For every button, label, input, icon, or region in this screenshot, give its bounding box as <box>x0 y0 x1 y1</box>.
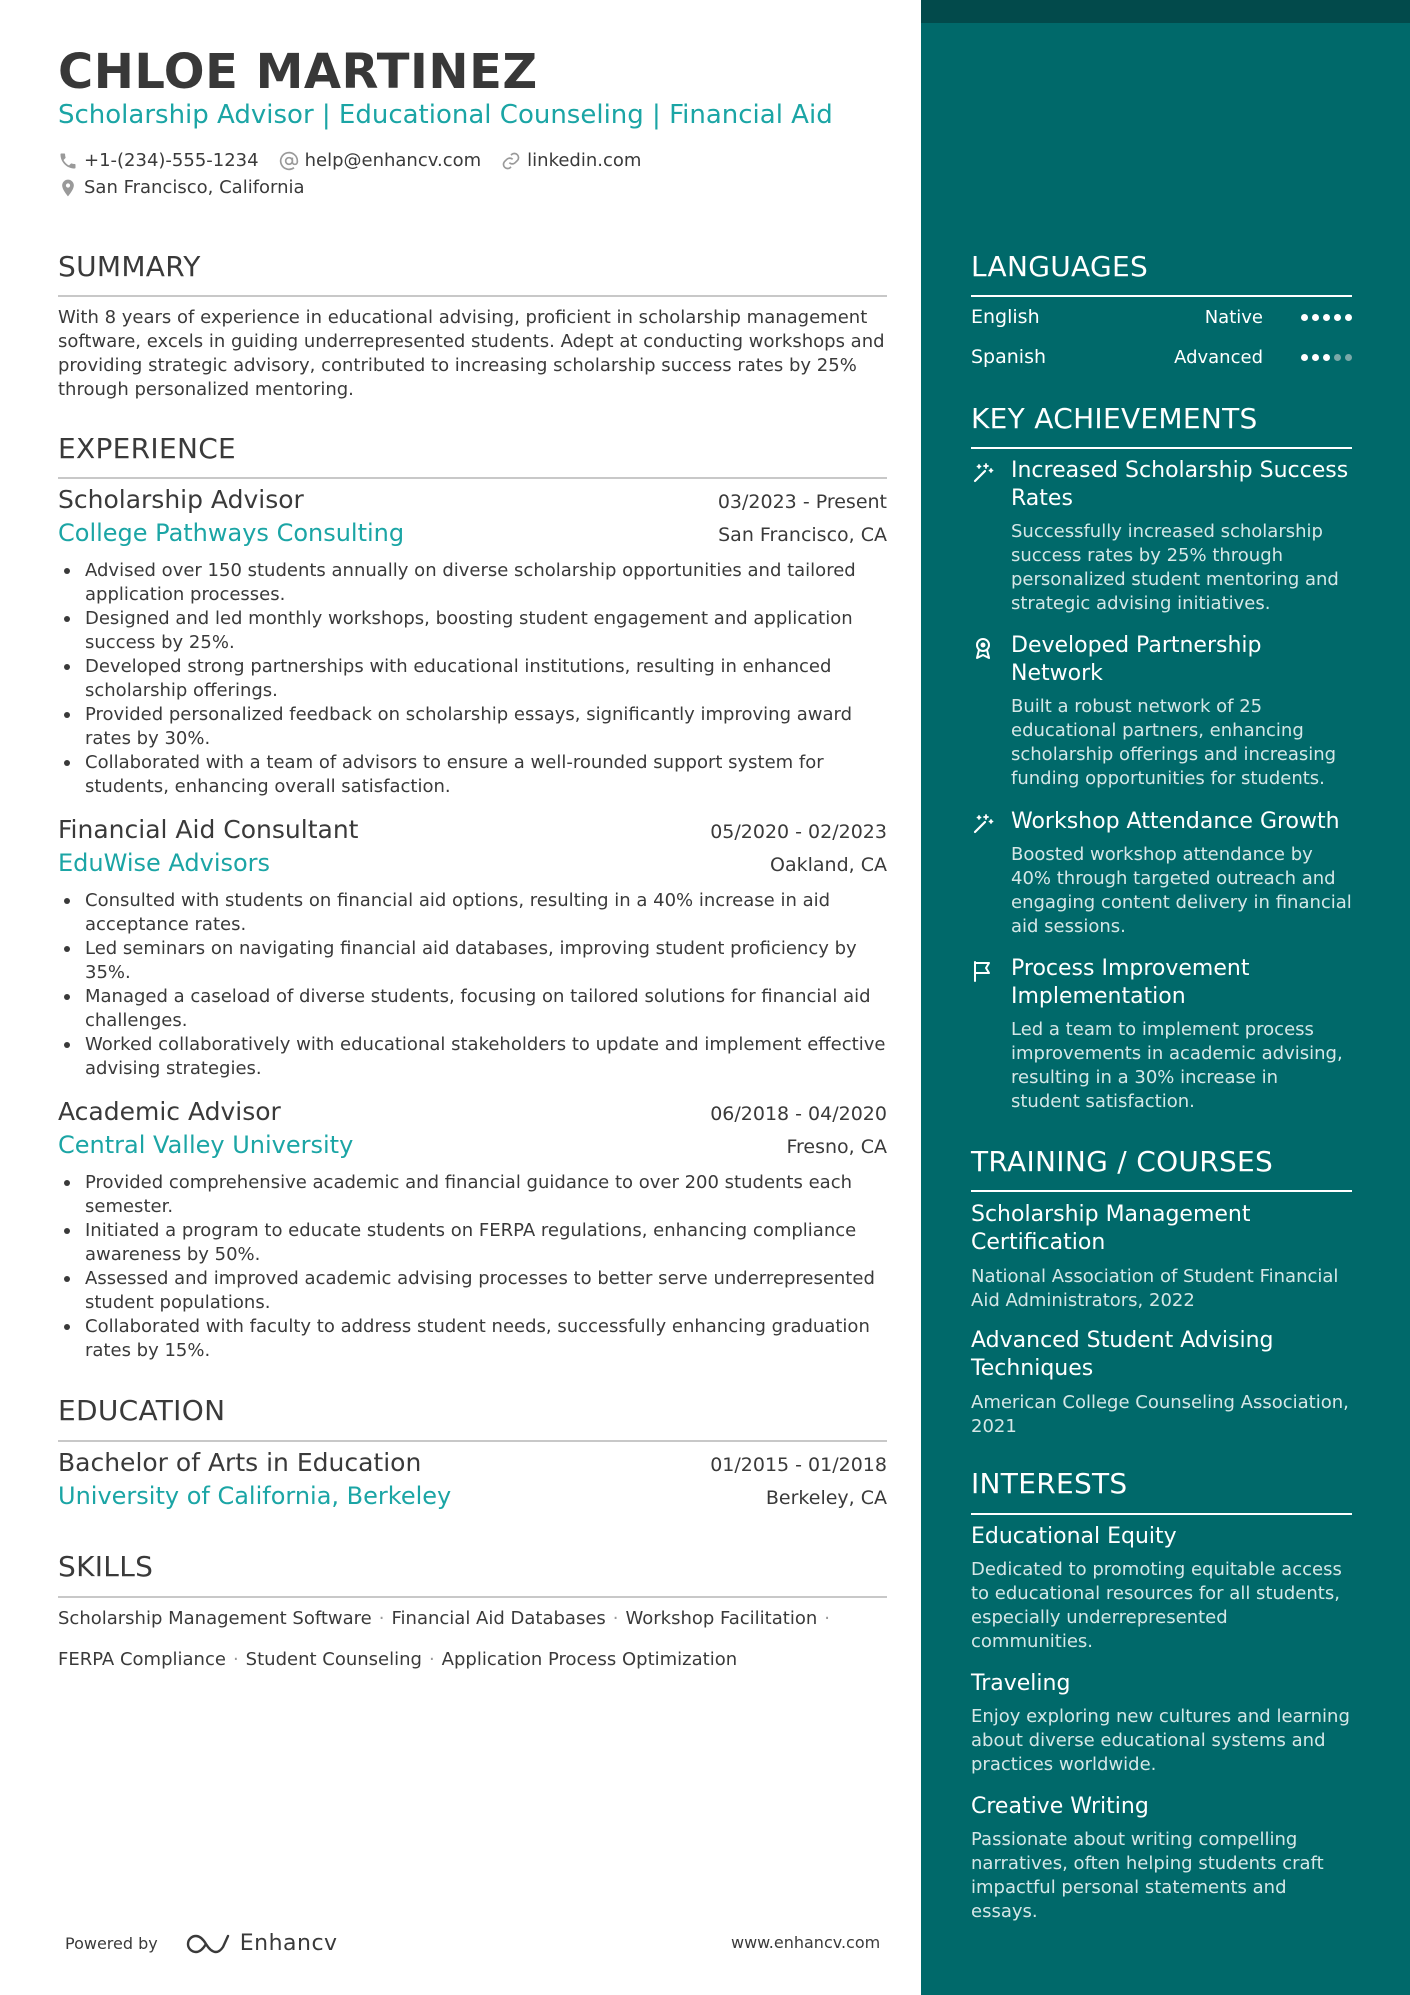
linkedin-item[interactable] <box>501 150 641 171</box>
education-location: Berkeley, CA <box>765 1487 887 1509</box>
location-row <box>58 177 325 198</box>
job-role: Academic Advisor <box>58 1097 281 1126</box>
skill-item: Student Counseling <box>245 1649 422 1670</box>
job-entry <box>58 1097 887 1363</box>
language-row <box>971 346 1352 368</box>
location-item <box>58 177 305 198</box>
skill-item: Scholarship Management Software <box>58 1608 372 1629</box>
footer-url[interactable]: www.enhancv.com <box>731 1933 881 1952</box>
course-item <box>971 1201 1352 1313</box>
proficiency-dot <box>1312 354 1319 361</box>
course-title: Scholarship Management Certification <box>971 1202 1251 1255</box>
linkedin-link[interactable]: linkedin.com <box>527 150 642 171</box>
proficiency-dot <box>1345 354 1352 361</box>
interests-heading: INTERESTS <box>971 1467 1128 1500</box>
interest-desc: Enjoy exploring new cultures and learning about diverse educational systems and practices worldwide. <box>971 1706 1350 1775</box>
achievements-divider <box>971 447 1352 449</box>
skill-item: Financial Aid Databases <box>391 1608 606 1629</box>
language-name: Spanish <box>971 346 1047 368</box>
degree: Bachelor of Arts in Education <box>58 1448 422 1477</box>
job-role: Financial Aid Consultant <box>58 815 359 844</box>
job-location: Oakland, CA <box>770 854 887 876</box>
interest-item <box>971 1523 1352 1654</box>
main-column <box>58 0 887 1995</box>
achievement-desc: Successfully increased scholarship success rates by 25% through personalized student mentoring and strategic advising initiatives. <box>1011 521 1339 614</box>
training-divider <box>971 1190 1352 1192</box>
training-heading: TRAINING / COURSES <box>971 1145 1274 1178</box>
language-level: Native <box>1204 306 1263 328</box>
summary-heading: SUMMARY <box>58 250 201 283</box>
candidate-name: CHLOE MARTINEZ <box>58 44 538 100</box>
flag-icon <box>971 959 995 983</box>
sidebar <box>921 0 1410 1995</box>
phone-icon <box>58 151 78 171</box>
achievement-desc: Built a robust network of 25 educational partners, enhancing scholarship offerings and increasing funding opportunities for students. <box>1011 696 1337 789</box>
bullet-item: Provided comprehensive academic and financial guidance to over 200 students each semester. <box>58 1171 887 1219</box>
achievement-title: Increased Scholarship Success Rates <box>1011 458 1349 511</box>
interest-item <box>971 1670 1352 1777</box>
achievement-item <box>971 632 1352 791</box>
interest-item <box>971 1793 1352 1924</box>
skill-item: FERPA Compliance <box>58 1649 226 1670</box>
skills-heading: SKILLS <box>58 1550 154 1583</box>
languages-divider <box>971 295 1352 297</box>
languages-heading: LANGUAGES <box>971 250 1149 283</box>
job-bullets <box>58 889 887 1081</box>
bullet-item: Managed a caseload of diverse students, focusing on tailored solutions for financial aid challenges. <box>58 985 887 1033</box>
bullet-item: Worked collaboratively with educational stakeholders to update and implement effective advising strategies. <box>58 1033 887 1081</box>
achievement-item <box>971 808 1352 939</box>
achievement-item <box>971 457 1352 616</box>
bullet-item: Designed and led monthly workshops, boosting student engagement and application success by 25%. <box>58 607 887 655</box>
course-org: American College Counseling Association, 2021 <box>971 1392 1349 1437</box>
location-pin-icon <box>58 178 78 198</box>
phone-item <box>58 150 259 171</box>
job-company: EduWise Advisors <box>58 849 271 877</box>
language-dots <box>1297 354 1352 361</box>
education-divider <box>58 1440 887 1442</box>
course-org: National Association of Student Financial Aid Administrators, 2022 <box>971 1266 1339 1311</box>
bullet-item: Collaborated with faculty to address student needs, successfully enhancing graduation rates by 15%. <box>58 1315 887 1363</box>
summary-divider <box>58 295 887 297</box>
achievement-title: Workshop Attendance Growth <box>1011 809 1340 834</box>
course-item <box>971 1327 1352 1439</box>
experience-heading: EXPERIENCE <box>58 432 237 465</box>
skills-divider <box>58 1596 887 1598</box>
bullet-item: Collaborated with a team of advisors to ensure a well-rounded support system for students, enhancing overall satisfaction. <box>58 751 887 799</box>
achievement-desc: Led a team to implement process improvements in academic advising, resulting in a 30% increase in student satisfaction. <box>1011 1019 1343 1112</box>
course-title: Advanced Student Advising Techniques <box>971 1328 1274 1381</box>
interest-title: Educational Equity <box>971 1524 1177 1549</box>
enhancv-brand[interactable]: Enhancv <box>239 1931 338 1956</box>
experience-divider <box>58 477 887 479</box>
skill-item: Application Process Optimization <box>441 1649 738 1670</box>
powered-by-label: Powered by <box>65 1934 158 1953</box>
skill-item: Workshop Facilitation <box>625 1608 818 1629</box>
job-location: San Francisco, CA <box>718 524 887 546</box>
summary-text: With 8 years of experience in educational advising, proficient in scholarship management software, excels in guiding underrepresented students. Adept at conducting workshops and providing strategic advisory, contributed to increasing scholarship success rates by 25% through personalized mentoring. <box>58 307 885 400</box>
phone-text: +1-(234)-555-1234 <box>84 150 259 171</box>
job-company: College Pathways Consulting <box>58 519 405 547</box>
language-row <box>971 306 1352 328</box>
bullet-item: Consulted with students on financial aid options, resulting in a 40% increase in aid acceptance rates. <box>58 889 887 937</box>
achievements-heading: KEY ACHIEVEMENTS <box>971 402 1258 435</box>
bullet-item: Led seminars on navigating financial aid databases, improving student proficiency by 35%. <box>58 937 887 985</box>
job-entry <box>58 815 887 1081</box>
proficiency-dot <box>1301 354 1308 361</box>
proficiency-dot <box>1301 314 1308 321</box>
education-heading: EDUCATION <box>58 1394 226 1427</box>
job-bullets <box>58 1171 887 1363</box>
interest-title: Creative Writing <box>971 1794 1149 1819</box>
achievement-desc: Boosted workshop attendance by 40% through targeted outreach and engaging content delivery in financial aid sessions. <box>1011 844 1352 937</box>
interest-desc: Passionate about writing compelling narratives, often helping students craft impactful personal statements and essays. <box>971 1829 1324 1922</box>
education-entry <box>58 1448 887 1522</box>
candidate-title: Scholarship Advisor | Educational Counseling | Financial Aid <box>58 100 833 130</box>
link-icon <box>501 151 521 171</box>
job-dates: 06/2018 - 04/2020 <box>710 1103 887 1125</box>
award-ribbon-icon <box>971 636 995 660</box>
interest-title: Traveling <box>971 1671 1071 1696</box>
email-item[interactable] <box>279 150 482 171</box>
magic-wand-icon <box>971 812 995 836</box>
education-dates: 01/2015 - 01/2018 <box>710 1454 887 1476</box>
skills-line-1: Scholarship Management Software · Financial Aid Databases · Workshop Facilitation · <box>58 1608 830 1629</box>
magic-wand-icon <box>971 461 995 485</box>
achievement-item <box>971 955 1352 1114</box>
at-icon <box>279 151 299 171</box>
skills-line-2: FERPA Compliance · Student Counseling · Application Process Optimization <box>58 1649 738 1670</box>
job-entry <box>58 485 887 799</box>
language-name: English <box>971 306 1040 328</box>
school: University of California, Berkeley <box>58 1482 452 1510</box>
bullet-item: Developed strong partnerships with educational institutions, resulting in enhanced scholarship offerings. <box>58 655 887 703</box>
proficiency-dot <box>1345 314 1352 321</box>
job-dates: 03/2023 - Present <box>717 491 887 513</box>
sidebar-top-band <box>921 0 1410 23</box>
job-location: Fresno, CA <box>786 1136 887 1158</box>
proficiency-dot <box>1334 314 1341 321</box>
language-level: Advanced <box>1174 346 1263 368</box>
job-company: Central Valley University <box>58 1131 354 1159</box>
location-text: San Francisco, California <box>84 177 305 198</box>
bullet-item: Advised over 150 students annually on diverse scholarship opportunities and tailored application processes. <box>58 559 887 607</box>
interests-divider <box>971 1513 1352 1515</box>
bullet-item: Assessed and improved academic advising processes to better serve underrepresented student populations. <box>58 1267 887 1315</box>
achievement-title: Process Improvement Implementation <box>1011 956 1250 1009</box>
job-dates: 05/2020 - 02/2023 <box>710 821 887 843</box>
job-bullets <box>58 559 887 799</box>
footer-branding <box>65 1931 338 1956</box>
proficiency-dot <box>1312 314 1319 321</box>
job-role: Scholarship Advisor <box>58 485 304 514</box>
bullet-item: Provided personalized feedback on scholarship essays, significantly improving award rates by 30%. <box>58 703 887 751</box>
proficiency-dot <box>1323 314 1330 321</box>
contact-row <box>58 150 661 171</box>
language-dots <box>1297 314 1352 321</box>
email-link[interactable]: help@enhancv.com <box>304 150 482 171</box>
bullet-item: Initiated a program to educate students on FERPA regulations, enhancing compliance awareness by 50%. <box>58 1219 887 1267</box>
proficiency-dot <box>1323 354 1330 361</box>
enhancv-logo-icon <box>186 1932 232 1956</box>
interest-desc: Dedicated to promoting equitable access to educational resources for all students, especially underrepresented communities. <box>971 1559 1342 1652</box>
proficiency-dot <box>1334 354 1341 361</box>
achievement-title: Developed Partnership Network <box>1011 633 1262 686</box>
